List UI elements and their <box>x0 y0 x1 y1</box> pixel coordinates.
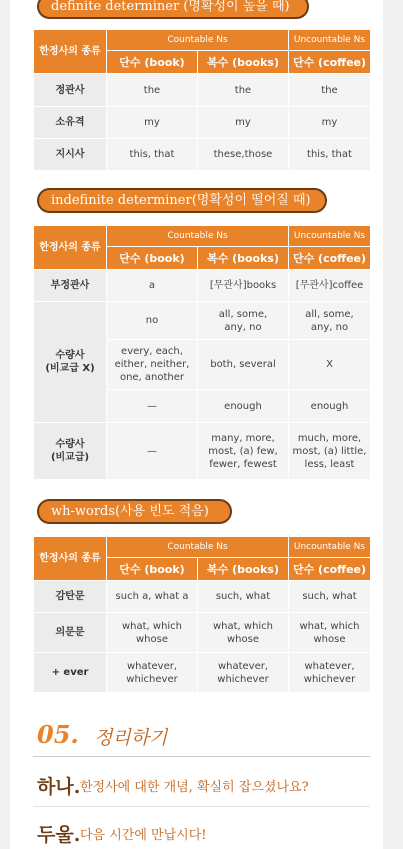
section-title-definite: definite determiner (명확성이 높을 때) <box>37 0 309 19</box>
header-uncountable: Uncountable Ns <box>289 537 371 558</box>
header-kind: 한정사의 종류 <box>34 537 107 581</box>
table-cell: what, which whose <box>107 613 198 653</box>
row-label: 정관사 <box>34 74 107 107</box>
table-cell: — <box>107 390 198 423</box>
table-cell: all, some, any, no <box>198 302 289 340</box>
header-kind: 한정사의 종류 <box>34 30 107 74</box>
summary-number: 05. <box>37 720 79 749</box>
table-cell: no <box>107 302 198 340</box>
row-label: 수량사 (비교급) <box>34 423 107 480</box>
table-cell: such, what <box>289 581 371 613</box>
summary-divider <box>33 756 370 757</box>
table-cell: what, which whose <box>289 613 371 653</box>
header-plural: 복수 (books) <box>198 247 289 270</box>
content-card <box>10 0 383 849</box>
indefinite-determiner-table <box>33 225 371 480</box>
header-plural: 복수 (books) <box>198 558 289 581</box>
table-cell: every, each, either, neither, one, another <box>107 340 198 390</box>
summary-item-mark: 하나. <box>37 776 81 798</box>
table-cell: much, more, most, (a) little, less, least <box>289 423 371 480</box>
table-cell: my <box>107 107 198 139</box>
summary-item-text: 한정사에 대한 개념, 확실히 잡으셨나요? <box>80 780 309 795</box>
table-cell: many, more, most, (a) few, fewer, fewest <box>198 423 289 480</box>
table-cell: what, which whose <box>198 613 289 653</box>
table-cell: enough <box>198 390 289 423</box>
header-mass: 단수 (coffee) <box>289 51 371 74</box>
row-label: + ever <box>34 653 107 693</box>
header-kind: 한정사의 종류 <box>34 226 107 270</box>
table-cell: the <box>198 74 289 107</box>
header-mass: 단수 (coffee) <box>289 247 371 270</box>
row-label: 부정관사 <box>34 270 107 302</box>
summary-title: 정리하기 <box>94 727 168 749</box>
header-countable: Countable Ns <box>107 537 289 558</box>
table-cell: [무관사]coffee <box>289 270 371 302</box>
table-cell: whatever, whichever <box>289 653 371 693</box>
section-title-indefinite: indefinite determiner(명확성이 떨어질 때) <box>37 188 327 213</box>
table-cell: both, several <box>198 340 289 390</box>
summary-item-text: 다음 시간에 만납시다! <box>80 828 207 843</box>
table-cell: this, that <box>289 139 371 171</box>
table-cell: this, that <box>107 139 198 171</box>
table-cell: such, what <box>198 581 289 613</box>
summary-item-mark: 두울. <box>37 824 81 846</box>
table-cell: X <box>289 340 371 390</box>
summary-divider <box>33 806 370 807</box>
definite-determiner-table <box>33 29 371 171</box>
table-cell: whatever, whichever <box>198 653 289 693</box>
table-cell: these,those <box>198 139 289 171</box>
header-mass: 단수 (coffee) <box>289 558 371 581</box>
table-cell: a <box>107 270 198 302</box>
table-cell: enough <box>289 390 371 423</box>
header-singular: 단수 (book) <box>107 247 198 270</box>
row-label: 의문문 <box>34 613 107 653</box>
row-label: 지시사 <box>34 139 107 171</box>
table-cell: my <box>289 107 371 139</box>
header-singular: 단수 (book) <box>107 558 198 581</box>
table-cell: my <box>198 107 289 139</box>
table-cell: the <box>289 74 371 107</box>
header-uncountable: Uncountable Ns <box>289 30 371 51</box>
header-plural: 복수 (books) <box>198 51 289 74</box>
table-cell: all, some, any, no <box>289 302 371 340</box>
table-cell: the <box>107 74 198 107</box>
header-countable: Countable Ns <box>107 30 289 51</box>
table-cell: such a, what a <box>107 581 198 613</box>
header-singular: 단수 (book) <box>107 51 198 74</box>
row-label: 소유격 <box>34 107 107 139</box>
table-cell: [무관사]books <box>198 270 289 302</box>
table-cell: whatever, whichever <box>107 653 198 693</box>
section-title-wh-words: wh-words(사용 빈도 적음) <box>37 499 232 524</box>
header-countable: Countable Ns <box>107 226 289 247</box>
wh-words-table <box>33 536 371 693</box>
table-cell: — <box>107 423 198 480</box>
row-label: 감탄문 <box>34 581 107 613</box>
row-label: 수량사 (비교급 X) <box>34 302 107 423</box>
header-uncountable: Uncountable Ns <box>289 226 371 247</box>
